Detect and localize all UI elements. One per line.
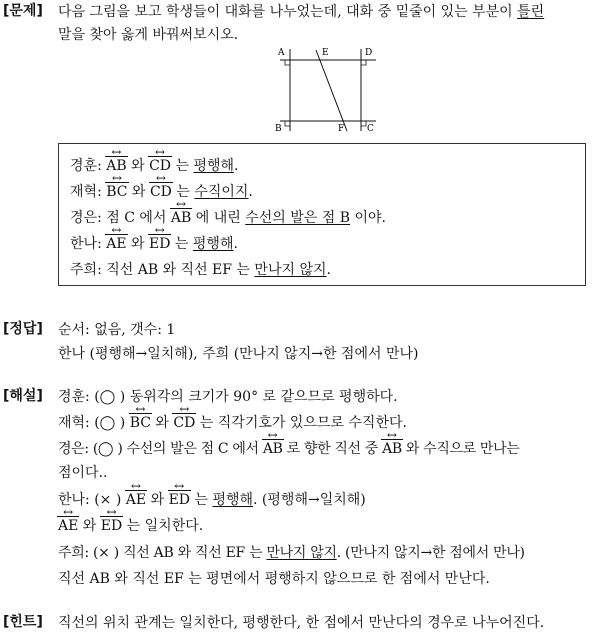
point-c: C	[367, 124, 374, 134]
explanation-line-2: 재혁: (◯ ) BC ↔ 와 CD ↔ 는 직각기호가 있으므로 수직한다.	[58, 412, 407, 432]
explanation-line-7: 주희: (× ) 직선 AB 와 직선 EF 는 만나지 않지. (만나지 않지→한 점에서 만나)	[58, 545, 525, 561]
dialog-line-5: 주희: 직선 AB 와 직선 EF 는 만나지 않지.	[70, 262, 331, 278]
explanation-line-4: 점이다..	[58, 465, 108, 481]
right-angle-d	[361, 60, 366, 65]
dialog-line-1: 경훈: AB ↔ 와 CD ↔ 는 평행해.	[70, 155, 238, 175]
explanation-line-1: 경훈: (◯ ) 동위각의 크기가 90° 로 같으므로 평행하다.	[58, 389, 398, 405]
explanation-line-5: 한나: (× ) AE ↔ 와 ED ↔ 는 평행해. (평행해→일치해)	[58, 489, 366, 509]
explanation-line-3: 경은: (◯ ) 수선의 발은 점 C 에서 AB ↔ 로 향한 직선 중 AB ↔ 와 수직으로 만나는	[58, 438, 519, 458]
answer-label: [정답]	[3, 321, 43, 337]
problem-line-1: 다음 그림을 보고 학생들이 대화를 나누었는데, 대화 중 밑줄이 있는 부분이 틀린	[58, 4, 545, 20]
problem-line-2: 말을 찾아 옳게 바꿔써보시오.	[58, 27, 239, 43]
point-e: E	[322, 48, 329, 58]
answer-line-2: 한나 (평행해→일치해), 주희 (만나지 않지→한 점에서 만나)	[58, 346, 419, 362]
answer-line-1: 순서: 없음, 갯수: 1	[58, 322, 176, 338]
right-angle-c	[361, 121, 366, 126]
geometry-figure	[272, 43, 382, 135]
dialog-line-3: 경은: 점 C 에서 AB ↔ 에 내린 수선의 발은 점 B 이야.	[70, 207, 386, 227]
hint-text: 직선의 위치 관계는 일치한다, 평행한다, 한 점에서 만난다의 경우로 나누어진다.	[58, 615, 545, 631]
dialog-line-4: 한나: AE ↔ 와 ED ↔ 는 평행해.	[70, 233, 238, 253]
right-angle-b	[285, 121, 290, 126]
point-b: B	[275, 124, 282, 134]
hint-label: [힌트]	[3, 614, 43, 630]
point-f: F	[338, 124, 345, 134]
dialog-line-2: 재혁: BC ↔ 와 CD ↔ 는 수직이지.	[70, 181, 253, 201]
point-d: D	[365, 48, 373, 58]
explanation-label: [해설]	[3, 388, 43, 404]
problem-label: [문제]	[3, 3, 43, 19]
line-ef	[316, 50, 347, 131]
right-angle-a	[285, 60, 290, 65]
point-a: A	[278, 48, 285, 58]
explanation-line-6: AE ↔ 와 ED ↔ 는 일치한다.	[58, 515, 203, 535]
explanation-line-8: 직선 AB 와 직선 EF 는 평면에서 평행하지 않으므로 한 점에서 만난다.	[58, 571, 490, 587]
